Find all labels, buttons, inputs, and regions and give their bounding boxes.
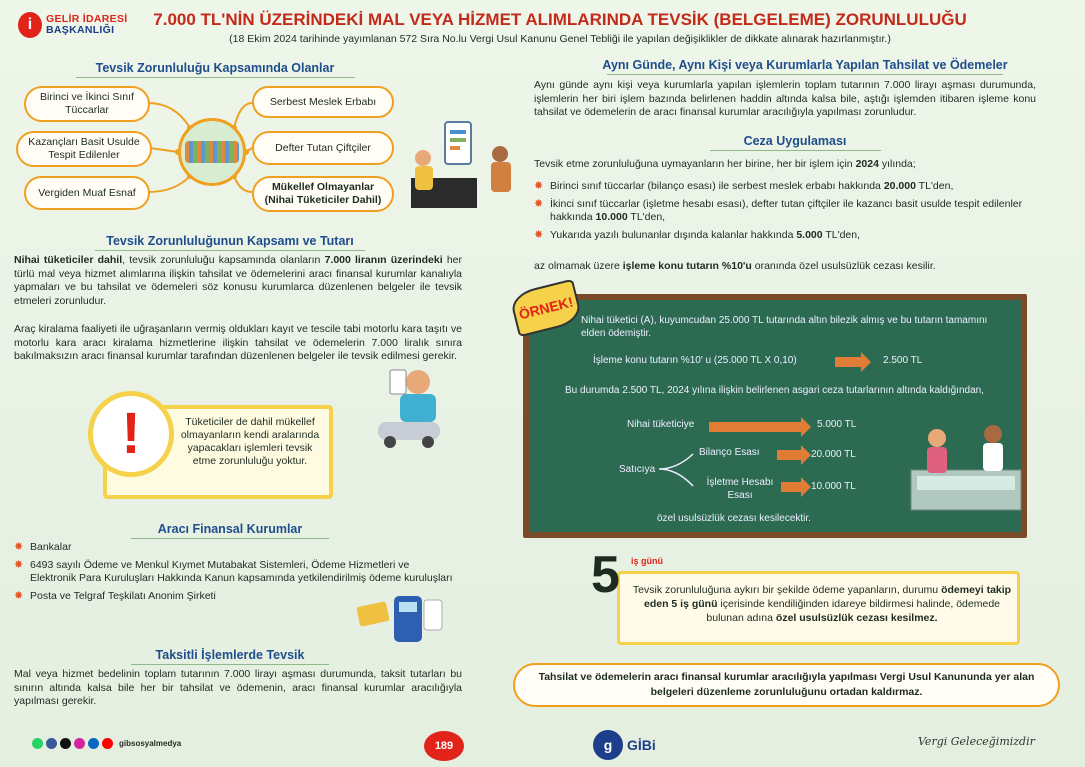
bottom-note: Tahsilat ve ödemelerin aracı finansal kurumlar aracılığıyla yapılması Vergi Usul Kanununda yer alan belgeleri düzenleme zorunluluğunu ortadan kaldırmaz. — [513, 663, 1060, 707]
penalty-item — [534, 229, 1044, 243]
penalty-b1-text2: TL'den, — [915, 180, 954, 192]
five-day-label: iş günü — [631, 556, 663, 566]
penalty-outro-text: az olmamak üzere — [534, 260, 623, 272]
penalty-intro-year: 2024 — [855, 158, 879, 170]
five-day-b1: ödemeyi takip eden 5 iş günü — [643, 584, 1012, 610]
penalty-b1-text: Birinci sınıf tüccarlar (bilanço esası) ile serbest meslek erbabı hakkında — [550, 180, 884, 192]
scope-item-tuccar: Birinci ve İkinci Sınıf Tüccarlar — [24, 86, 150, 122]
youtube-icon[interactable] — [102, 738, 113, 749]
amount-p1-text1: , tevsik zorunluluğu kapsamında olanların — [122, 254, 325, 266]
example-chalkboard — [523, 294, 1027, 538]
branch-lines — [657, 444, 697, 494]
example-seller-label: Satıcıya — [619, 464, 656, 475]
pos-terminal-illustration — [354, 592, 446, 648]
penalty-outro — [534, 260, 1036, 274]
example-bilanco-value: 20.000 TL — [811, 449, 856, 460]
penalty-item — [534, 180, 1044, 194]
penalty-intro — [534, 158, 1036, 172]
example-isletme-value: 10.000 TL — [811, 481, 856, 492]
penalty-outro-text2: oranında özel usulsüzlük cezası kesilir. — [751, 260, 936, 272]
scope-title: Tevsik Zorunluluğu Kapsamında Olanlar — [60, 61, 370, 78]
penalty-b2-text: İkinci sınıf tüccarlar (işletme hesabı esası), defter tutan çiftçiler ile kazancı basit usulde tespit edilenler hakkında — [550, 197, 1023, 223]
five-day-t2: içerisinde kendiliğinden idareye bildirmesi halinde, ödemede bulunan adına — [706, 598, 1001, 624]
amount-paragraph-1 — [14, 254, 462, 308]
instagram-icon[interactable] — [74, 738, 85, 749]
penalty-outro-bold: işleme konu tutarın %10'u — [622, 260, 752, 272]
arrow-icon — [781, 482, 801, 492]
example-calc-value: 2.500 TL — [883, 355, 923, 366]
scope-item-serbest: Serbest Meslek Erbabı — [252, 86, 394, 118]
installments-title: Taksitli İşlemlerde Tevsik — [120, 648, 340, 665]
shopping-illustration — [405, 120, 517, 215]
example-footer: özel usulsüzlük cezası kesilecektir. — [657, 513, 811, 524]
amount-p1-bold2: 7.000 liranın üzerindeki — [324, 254, 443, 266]
penalty-intro-text2: yılında; — [878, 158, 916, 170]
mukellef-sub-label: (Nihai Tüketiciler Dahil) — [264, 194, 382, 206]
motto: Vergi Geleceğimizdir — [918, 735, 1035, 748]
amount-p1-bold1: Nihai tüketiciler dahil — [14, 254, 123, 266]
installments-text: Mal veya hizmet bedelinin toplam tutarının 7.000 lirayı aşması durumunda, taksit tutarları bu sınırın altında kalsa bile her bir tahsilat ve ödemenin, aracı finansal kurumlar aracılığıyla yapılması gerekir. — [14, 668, 462, 707]
institution-item: ✸ Bankalar — [14, 541, 454, 555]
scope-item-kazanc: Kazançları Basit Usulde Tespit Edilenler — [16, 131, 152, 167]
gibi-logo — [593, 730, 656, 760]
example-consumer-value: 5.000 TL — [817, 419, 857, 430]
institution-item: ✸ Posta ve Telgraf Teşkilatı Anonim Şirketi — [14, 590, 454, 604]
penalty-b3-amount: 5.000 — [796, 228, 823, 241]
whatsapp-icon[interactable] — [32, 738, 43, 749]
logo-mark-icon: i — [18, 12, 42, 38]
example-consumer-label: Nihai tüketiciye — [627, 419, 695, 430]
same-day-title: Aynı Günde, Aynı Kişi veya Kurumlarla Yapılan Tahsilat ve Ödemeler — [585, 58, 1025, 75]
penalty-b2-amount: 10.000 — [595, 211, 628, 223]
logo-line1: GELİR İDARESİ — [46, 13, 128, 25]
scope-item-mukellef — [252, 176, 394, 212]
example-line1: Nihai tüketici (A), kuyumcudan 25.000 TL tutarında altın bilezik almış ve bu tutarın tamamını elden ödemiştir. — [581, 315, 988, 339]
penalty-item — [534, 198, 1044, 225]
warning-icon: ! — [88, 391, 174, 477]
penalty-b3-text: Yukarıda yazılı bulunanlar dışında kalanlar hakkında — [550, 228, 797, 241]
penalty-title: Ceza Uygulaması — [700, 134, 890, 151]
penalty-b2-text2: TL'den, — [627, 211, 666, 223]
five-day-text — [630, 583, 1014, 625]
mukellef-label: Mükellef Olmayanlar — [271, 181, 375, 193]
example-line2: Bu durumda 2.500 TL, 2024 yılına ilişkin belirlenen asgari ceza tutarlarının altında kaldığından, — [565, 385, 984, 396]
penalty-list — [534, 180, 1044, 246]
scope-item-esnaf: Vergiden Muaf Esnaf — [24, 176, 150, 210]
example-calc-label: İşleme konu tutarın %10' u (25.000 TL X 0,10) — [593, 355, 797, 366]
arrow-icon — [777, 450, 801, 460]
scope-item-ciftci: Defter Tutan Çiftçiler — [252, 131, 394, 165]
amount-paragraph-2: Araç kiralama faaliyeti ile uğraşanların vermiş oldukları kayıt ve tescile tabi motorlu kara taşıtı ve motorlu kara aracı kiralama hizmetlerine ilişkin tahsilat ve ödemelerin 7.000 liralık sınıra bakılmaksızın aracı finansal kurumlar tarafından düzenlenen belgeler ile tevsik edilmesi gerekir. — [14, 323, 462, 362]
amount-title: Tevsik Zorunluluğunun Kapsamı ve Tutarı — [80, 234, 380, 251]
arrow-icon — [709, 422, 801, 432]
hotline-logo: 189 — [424, 731, 464, 761]
example-bilanco-label: Bilanço Esası — [699, 447, 760, 458]
arrow-icon — [835, 357, 861, 367]
gibi-mark-icon: g — [593, 730, 623, 760]
example-badge: ÖRNEK! — [509, 279, 584, 338]
five-day-b2: özel usulsüzlük cezası kesilmez. — [775, 612, 938, 624]
x-icon[interactable] — [60, 738, 71, 749]
page-subtitle: (18 Ekim 2024 tarihinde yayımlanan 572 Sıra No.lu Vergi Usul Kanunu Genel Tebliği ile yapılan değişiklikler de dikkate alınarak hazırlanmıştır.) — [229, 33, 891, 45]
same-day-text: Aynı günde aynı kişi veya kurumlarla yapılan işlemlerin toplam tutarının 7.000 lirayı aşması durumunda, işlemlerin her biri işlem bazında belirlenen haddin altında kalsa bile, aştığı işlemden itibaren işleme konu tahsilat ve ödemelerin de aracı finansal kurumlar aracılığıyla yapılması zorunludur. — [534, 79, 1036, 118]
jewelry-store-illustration — [907, 410, 1025, 520]
five-day-t1: Tevsik zorunluluğuna aykırı bir şekilde ödeme yapanların, durumu — [632, 584, 942, 596]
institution-item: ✸ 6493 sayılı Ödeme ve Menkul Kıymet Mutabakat Sistemleri, Ödeme Hizmetleri ve Elektronik Para Kuruluşları Hakkında Kanun kapsamında yetkilendirilmiş ödeme kuruluşları — [14, 559, 454, 586]
penalty-b1-amount: 20.000 — [883, 180, 916, 192]
gibi-text: GİBi — [627, 737, 656, 753]
amount-p1-text2: her türlü mal veya hizmet alımlarına ilişkin tahsilat ve ödemelerini aracı finansal kurumlar kanalıyla yapmaları ve bu tahsilat ve ödemeleri söz konusu kurumlarca düzenlenen belgeler ile tevsik etmeleri zorunludur. — [14, 254, 462, 307]
penalty-b3-text2: TL'den, — [822, 228, 861, 241]
warning-text: Tüketiciler de dahil mükellef olmayanların kendi aralarında yapacakları işlemleri tevsik etme zorunluluğu yoktur. — [180, 416, 320, 467]
social-media-links — [32, 738, 181, 749]
car-rental-illustration — [372, 360, 462, 450]
linkedin-icon[interactable] — [88, 738, 99, 749]
social-handle[interactable]: gibsosyalmedya — [119, 739, 182, 748]
example-isletme-label: İşletme Hesabı Esası — [706, 477, 774, 501]
page-title: 7.000 TL'NİN ÜZERİNDEKİ MAL VEYA HİZMET ALIMLARINDA TEVSİK (BELGELEME) ZORUNLULUĞU — [153, 10, 967, 29]
facebook-icon[interactable] — [46, 738, 57, 749]
scope-hub-illustration — [178, 118, 246, 186]
logo-line2: BAŞKANLIĞI — [46, 24, 115, 36]
penalty-intro-text: Tevsik etme zorunluluğuna uymayanların her birine, her bir işlem için — [534, 158, 856, 170]
institutions-title: Aracı Finansal Kurumlar — [120, 522, 340, 539]
five-day-number: 5 — [591, 546, 620, 604]
